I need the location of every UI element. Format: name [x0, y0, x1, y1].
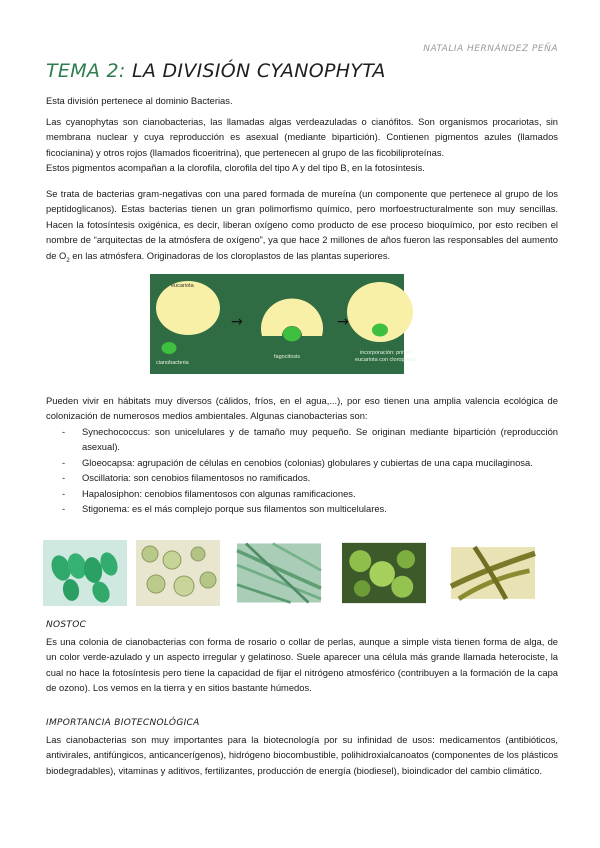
subscript-2: 2 — [66, 257, 70, 264]
photo-oscillatoria — [237, 540, 321, 606]
label-result-line-2: eucariota con cloroplasto — [355, 357, 417, 363]
arrow-icon-1: → — [231, 314, 243, 330]
photo-stigonema — [451, 540, 535, 606]
photo-gloeocapsa — [136, 540, 220, 606]
intro-paragraph-2: Las cyanophytas son cianobacterias, las llamadas algas verdeazuladas o cianófitos. Son organismos procariotas, sin membrana nuclear y cuya reproducción es asexual (mediante bipartición). Contienen pigmentos azules (llamados ficocianina) y otros rojos (llamados ficoeritrina), que pertenecen al grupo de las ficobiliproteínas. Estos pigmentos acompañan a la clorofila, clorofila del tipo A y del tipo B, en la fotosíntesis. — [46, 114, 558, 176]
label-cianobacteria: cianobacteria — [156, 360, 189, 366]
list-item: - Synechococcus: son unicelulares y de tamaño muy pequeño. Se originan mediante bipartición (reproducción asexual). — [62, 424, 558, 455]
biotech-heading: IMPORTANCIA BIOTECNOLÓGICA — [46, 718, 200, 728]
arrow-icon-2: → — [337, 314, 349, 330]
list-item: - Stigonema: es el más complejo porque sus filamentos son multicelulares. — [62, 501, 558, 516]
list-item: - Oscillatoria: son cenobios filamentosos no ramificados. — [62, 470, 558, 485]
title-prefix: TEMA 2: — [46, 60, 132, 82]
intro-paragraph-3: Estos pigmentos acompañan a la clorofila, clorofila del tipo A y del tipo B, en la fotosíntesis. — [46, 162, 425, 174]
label-fagocitosis: fagocitosis — [274, 354, 300, 360]
nostoc-heading: NOSTOC — [46, 620, 87, 630]
cyanobacterium-engulfed — [283, 327, 301, 342]
photo-strip — [43, 540, 558, 606]
photo-synechococcus — [43, 540, 127, 606]
cyanobacteria-list — [62, 424, 558, 516]
eukaryote-cell-1 — [156, 281, 220, 335]
biotech-paragraph: Las cianobacterias son muy importantes para la biotecnología por su infinidad de usos: medicamentos (antibióticos, antivirales, antifúngicos, anticancerígenos), hidrógeno biocombustible, polihidroxialcanoatos (componentes de los plásticos biodegradables), vitaminas y aditivos, fertilizantes, producción de energía (biodiesel), bioindicador del cambio climático. — [46, 734, 558, 776]
nostoc-paragraph: Es una colonia de cianobacterias con forma de rosario o collar de perlas, aunque a simple vista tienen forma de alga, de un color verde-azulado y un aspecto irregular y gelatinoso. Suele aparecer una célula más grande llamada heterociste, la cual no hace la fotosíntesis pero tiene la capacidad de fijar el nitrógeno atmosférico (contribuyen a la formación de la capa de ozono). Los vemos en la tierra y en sitios bastante húmedos. — [46, 636, 558, 694]
list-item: - Gloeocapsa: agrupación de células en cenobios (colonias) globulares y cubiertas de una capa mucilaginosa. — [62, 455, 558, 470]
intro-paragraph-1: Esta división pertenece al dominio Bacterias. — [46, 95, 233, 106]
author-name: NATALIA HERNÁNDEZ PEÑA — [423, 44, 558, 54]
photo-hapalosiphon — [342, 540, 426, 606]
list-item: - Hapalosiphon: cenobios filamentosos con algunas ramificaciones. — [62, 486, 558, 501]
title-main: LA DIVISIÓN CYANOPHYTA — [131, 60, 386, 82]
label-result-line-1: incorporación: primer — [360, 350, 412, 356]
cyanobacterium-free — [162, 342, 177, 354]
label-eucariota: eucariota — [171, 283, 194, 289]
habitats-paragraph: Pueden vivir en hábitats muy diversos (cálidos, fríos, en el agua,...), por eso tienen una amplia valencia ecológica de colonización de numerosos medios ambientales. Algunas cianobacterias son: — [46, 395, 558, 422]
page-title — [46, 60, 386, 82]
endosymbiosis-diagram — [150, 274, 417, 374]
intro-paragraph-4: Se trata de bacterias gram-negativas con una pared formada de mureína (un componente que pertenece al grupo de los peptidoglicanos). Estas bacterias tienen un gran polimorfismo químico, pero morfoestructuralmente son muy sencillas. Hacen la fotosíntesis oxigénica, es decir, liberan oxígeno como producto de ese proceso bioquímico, por esto reciben el nombre de “arquitectas de la atmósfera de oxígeno”, ya que hace 2 millones de años fueron las responsables del aumento de $O_2$ en las atmósfera. Originadoras de los cloroplastos de las plantas superiores. — [46, 188, 558, 264]
chloroplast — [372, 324, 388, 337]
